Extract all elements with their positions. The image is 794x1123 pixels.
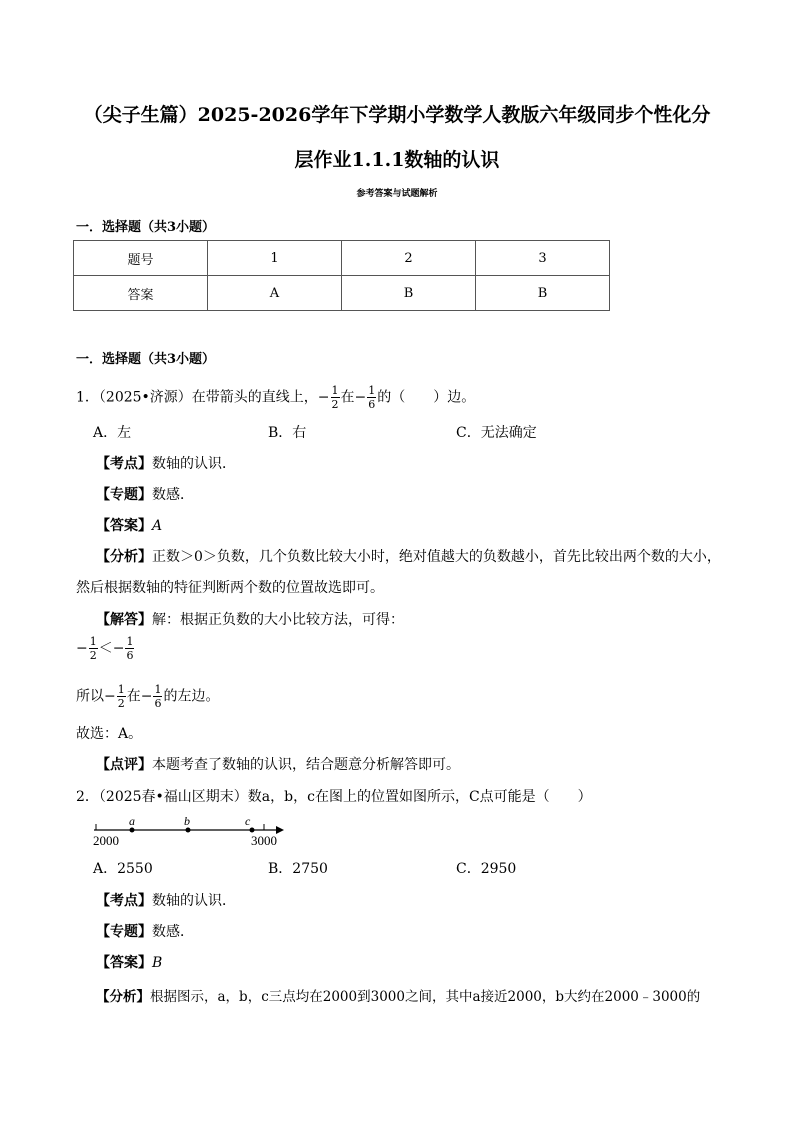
doc-subtitle: 参考答案与试题解析 <box>356 189 438 199</box>
frac-den: 6 <box>154 697 162 710</box>
answer-table <box>73 240 610 311</box>
q1-stem-suffix: 的（ ）边。 <box>377 389 476 406</box>
point-c <box>250 828 255 833</box>
q2-stem: 2．（2025春•福山区期末）数a，b，c在图上的位置如图所示，C点可能是（ ） <box>76 789 592 805</box>
q1-conclusion <box>76 683 219 710</box>
table-cell: 题号 <box>74 241 208 276</box>
doc-title-line2: 层作业1.1.1数轴的认识 <box>294 149 500 171</box>
frac-num: 1 <box>117 683 125 696</box>
q1-daan-text: A <box>152 518 163 534</box>
q1-fenxi <box>96 546 721 566</box>
q1-dianping-text: 本题考查了数轴的认识，结合题意分析解答即可。 <box>152 757 460 773</box>
tag-label: 【分析】 <box>96 549 152 565</box>
frac-den: 6 <box>368 398 376 411</box>
tag-label: 【专题】 <box>96 487 152 503</box>
fraction <box>125 635 134 662</box>
tag-label: 【专题】 <box>96 924 152 940</box>
minus-sign: − <box>354 389 367 406</box>
q1-kaodian <box>96 453 236 473</box>
table-cell: A <box>208 276 342 311</box>
label-a: a <box>129 814 135 828</box>
q2-fenxi-text: 根据图示，a，b，c三点均在2000到3000之间，其中a接近2000，b大约在2000﹣3000的 <box>150 989 701 1005</box>
tag-label: 【分析】 <box>96 989 150 1005</box>
doc-title-line1: （尖子生篇）2025-2026学年下学期小学数学人教版六年级同步个性化分 <box>83 104 711 126</box>
minus-sign: − <box>76 640 88 657</box>
minus-sign: − <box>104 688 116 705</box>
tag-label: 【答案】 <box>96 955 152 971</box>
tag-label: 【答案】 <box>96 518 152 534</box>
arrow-head-icon <box>276 826 284 834</box>
point-b <box>186 828 191 833</box>
table-cell: 2 <box>342 241 476 276</box>
q1-jieda-text: 解：根据正负数的大小比较方法，可得： <box>152 612 404 628</box>
q1-kaodian-text: 数轴的认识． <box>152 456 236 472</box>
q2-zhuanti <box>96 921 194 941</box>
q2-option-b: B．2750 <box>268 861 328 877</box>
q2-option-c: C．2950 <box>456 861 517 877</box>
label-b: b <box>184 814 190 828</box>
q2-zhuanti-text: 数感． <box>152 924 194 940</box>
section-heading-2: 一．选择题（共3小题） <box>76 352 216 367</box>
tag-label: 【考点】 <box>96 456 152 472</box>
q1-zuobian: 的左边。 <box>163 688 220 705</box>
table-cell: 3 <box>476 241 610 276</box>
table-cell: 答案 <box>74 276 208 311</box>
less-than-sign: ＜ <box>98 640 113 657</box>
table-row <box>74 276 610 311</box>
frac-den: 2 <box>117 697 125 710</box>
q1-fenxi-cont: 然后根据数轴的特征判断两个数的位置故选即可。 <box>76 580 384 596</box>
q1-zai: 在 <box>126 688 141 705</box>
q2-daan <box>96 952 162 972</box>
fraction <box>331 384 340 411</box>
minus-sign: − <box>317 389 330 406</box>
fraction <box>153 683 162 710</box>
q1-inequality <box>76 635 135 662</box>
frac-den: 2 <box>89 649 97 662</box>
q1-jieda <box>96 609 404 629</box>
q1-zhuanti <box>96 484 194 504</box>
q1-suoyi: 所以 <box>76 688 104 705</box>
q1-stem <box>76 384 475 411</box>
frac-num: 1 <box>126 635 134 648</box>
label-3000: 3000 <box>251 833 277 848</box>
table-cell: B <box>342 276 476 311</box>
minus-sign: − <box>140 688 153 705</box>
tag-label: 【点评】 <box>96 757 152 773</box>
table-row <box>74 241 610 276</box>
q1-zhuanti-text: 数感． <box>152 487 194 503</box>
section-heading-1: 一．选择题（共3小题） <box>76 220 216 235</box>
tag-label: 【解答】 <box>96 612 152 628</box>
q1-stem-prefix: 1．（2025•济源）在带箭头的直线上， <box>76 389 318 406</box>
number-line-diagram <box>88 812 288 852</box>
label-c: c <box>245 814 251 828</box>
table-cell: 1 <box>208 241 342 276</box>
frac-den: 6 <box>126 649 134 662</box>
table-cell: B <box>476 276 610 311</box>
tag-label: 【考点】 <box>96 893 152 909</box>
fraction <box>117 683 126 710</box>
frac-den: 2 <box>331 398 339 411</box>
q1-option-a: A．左 <box>93 425 132 441</box>
point-a <box>130 828 135 833</box>
label-2000: 2000 <box>93 833 119 848</box>
q1-dianping <box>96 754 460 774</box>
fraction <box>89 635 98 662</box>
q2-daan-text: B <box>152 955 163 971</box>
q2-kaodian <box>96 890 236 910</box>
frac-num: 1 <box>331 384 339 397</box>
minus-sign: − <box>112 640 125 657</box>
q2-option-a: A．2550 <box>93 861 153 877</box>
frac-num: 1 <box>89 635 97 648</box>
q2-fenxi <box>96 985 700 1005</box>
q1-daan <box>96 515 162 535</box>
q1-guxuan: 故选：A。 <box>76 726 143 742</box>
frac-num: 1 <box>368 384 376 397</box>
q1-zai: 在 <box>340 389 355 406</box>
fraction <box>367 384 376 411</box>
frac-num: 1 <box>154 683 162 696</box>
q1-fenxi-text: 正数＞0＞负数，几个负数比较大小时，绝对值越大的负数越小，首先比较出两个数的大小， <box>152 549 721 565</box>
q1-option-c: C．无法确定 <box>456 425 537 441</box>
q2-kaodian-text: 数轴的认识． <box>152 893 236 909</box>
q1-option-b: B．右 <box>268 425 307 441</box>
